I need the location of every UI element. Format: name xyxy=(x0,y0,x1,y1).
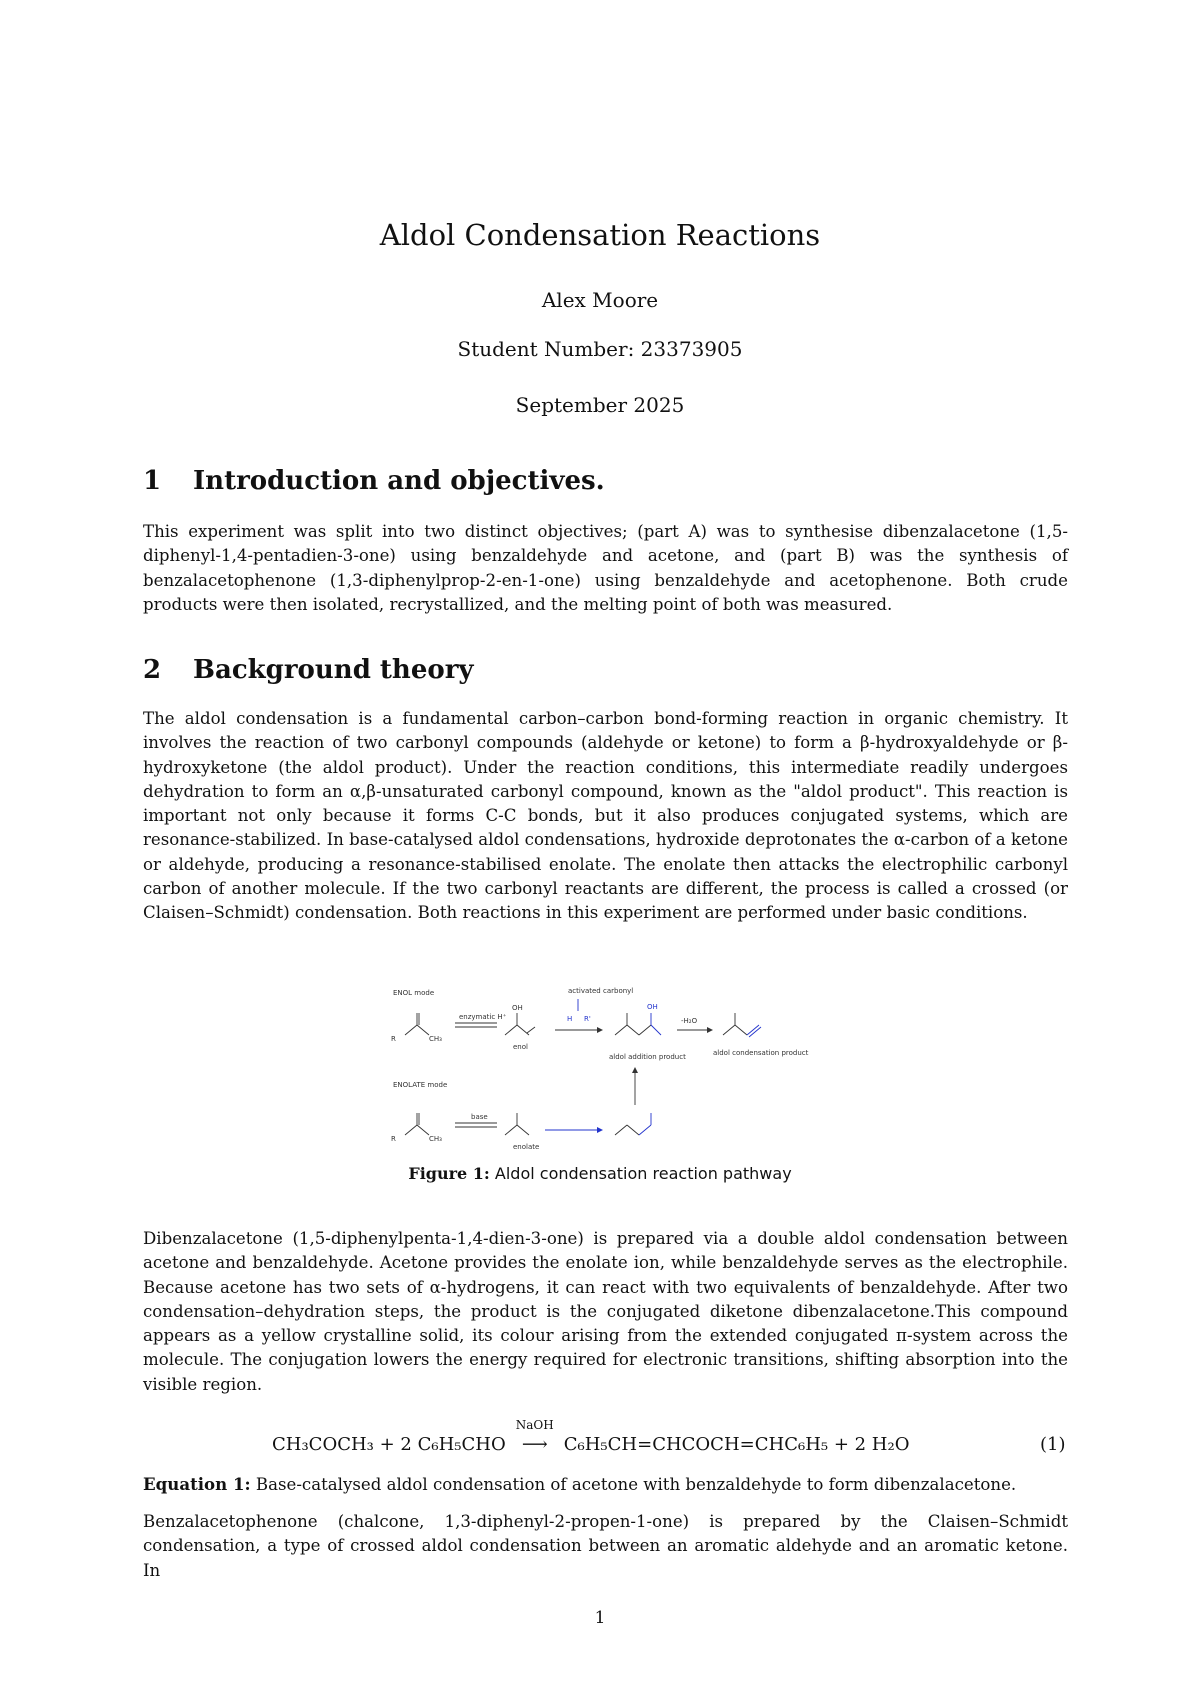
figure-label-minus-water: -H₂O xyxy=(681,1017,698,1025)
equation-number: (1) xyxy=(1040,1434,1066,1455)
background-paragraph-1: The aldol condensation is a fundamental carbon–carbon bond-forming reaction in organic chemistry. It involves the reaction of two carbonyl compounds (aldehyde or ketone) to form a β-hydroxyaldehyde or β-hydroxyketone (the aldol product). Under the reaction conditions, this intermediate readily undergoes dehydration to form an α,β-unsaturated carbonyl compound, known as the "aldol product". This reaction is important not only because it forms C-C bonds, but it also produces conjugated systems, which are resonance-stabilized. In base-catalysed aldol condensations, hydroxide deprotonates the α-carbon of a ketone or aldehyde, producing a resonance-stabilised enolate. The enolate then attacks the electrophilic carbonyl carbon of another molecule. If the two carbonyl reactants are different, the process is called a crossed (or Claisen–Schmidt) condensation. Both reactions in this experiment are performed under basic conditions. xyxy=(143,709,1068,923)
equation-caption-label: Equation 1: xyxy=(143,1474,251,1494)
svg-text:CH₃: CH₃ xyxy=(429,1035,442,1043)
section-number: 1 xyxy=(143,466,162,496)
figure-caption-label: Figure 1: xyxy=(408,1164,490,1183)
section-title: Introduction and objectives. xyxy=(193,466,605,496)
student-number: Student Number: 23373905 xyxy=(457,337,743,361)
section-number: 2 xyxy=(143,655,162,685)
svg-text:H: H xyxy=(567,1015,573,1023)
equation-products: C₆H₅CH=CHCOCH=CHC₆H₅ + 2 H₂O xyxy=(563,1434,910,1455)
equation-reactants: CH₃COCH₃ + 2 C₆H₅CHO xyxy=(272,1434,506,1455)
figure-label-carbonyl: activated carbonyl xyxy=(568,987,634,995)
author-name: Alex Moore xyxy=(541,288,659,312)
figure-label-aldol-addition: aldol addition product xyxy=(609,1053,686,1061)
figure-caption-text: Aldol condensation reaction pathway xyxy=(494,1164,792,1183)
aldol-condensation-structure xyxy=(723,1013,761,1037)
svg-text:OH: OH xyxy=(512,1004,523,1012)
background-paragraph-2: Dibenzalacetone (1,5-diphenylpenta-1,4-dien-3-one) is prepared via a double aldol condensation between acetone and benzaldehyde. Acetone provides the enolate ion, while benzaldehyde serves as the electrophile. Because acetone has two sets of α-hydrogens, it can react with two equivalents of benzaldehyde. After two condensation–dehydration steps, the product is the conjugated diketone dibenzalacetone.This compound appears as a yellow crystalline solid, its colour arising from the extended conjugated π-system across the molecule. The conjugation lowers the energy required for electronic transitions, shifting absorption into the visible region. xyxy=(143,1229,1068,1394)
aldol-addition-structure xyxy=(615,1013,661,1035)
equation-1 xyxy=(272,1418,910,1455)
section-heading-background xyxy=(143,655,474,685)
enol-structure xyxy=(505,1013,535,1035)
reaction-arrow: NaOH ⟶ xyxy=(506,1434,564,1455)
enolate-structure xyxy=(505,1113,529,1135)
ketone-structure xyxy=(405,1013,429,1035)
introduction-paragraph: This experiment was split into two distinct objectives; (part A) was to synthesise dibenzalacetone (1,5-diphenyl-1,4-pentadien-3-one) using benzaldehyde and acetone, and (part B) was the synthesis of benzalacetophenone (1,3-diphenylprop-2-en-1-one) using benzaldehyde and acetophenone. Both crude products were then isolated, recrystallized, and the melting point of both was measured. xyxy=(143,522,1068,614)
section-title: Background theory xyxy=(193,655,474,685)
document-title: Aldol Condensation Reactions xyxy=(379,218,821,252)
equation-condition: NaOH xyxy=(515,1418,554,1432)
section-heading-introduction xyxy=(143,466,605,496)
svg-text:R: R xyxy=(391,1035,396,1043)
equation-caption-text: Base-catalysed aldol condensation of acetone with benzaldehyde to form dibenzalacetone. xyxy=(255,1475,1017,1494)
document-date: September 2025 xyxy=(515,393,685,417)
figure-label-aldol-condensation: aldol condensation product xyxy=(713,1049,809,1057)
figure-label-enolate-mode: ENOLATE mode xyxy=(393,1081,448,1089)
svg-text:OH: OH xyxy=(647,1003,658,1011)
aldol-addition-structure-bottom xyxy=(615,1113,651,1135)
figure-label-enol: enol xyxy=(513,1043,528,1051)
svg-text:R': R' xyxy=(584,1015,591,1023)
aldol-pathway-figure xyxy=(385,975,825,1175)
background-paragraph-3: Benzalacetophenone (chalcone, 1,3-diphenyl-2-propen-1-one) is prepared by the Claisen–Schmidt condensation, a type of crossed aldol condensation between an aromatic aldehyde and an aromatic ketone. In xyxy=(143,1512,1068,1580)
activated-carbonyl xyxy=(567,987,633,1023)
figure-label-enzymatic: enzymatic H⁺ xyxy=(459,1013,507,1021)
figure-label-enolate: enolate xyxy=(513,1143,540,1151)
figure-label-base: base xyxy=(471,1113,488,1121)
figure-label-enol-mode: ENOL mode xyxy=(393,989,435,997)
figure-caption xyxy=(0,1164,1200,1183)
svg-text:CH₃: CH₃ xyxy=(429,1135,442,1143)
equation-caption xyxy=(143,1474,1068,1494)
page-number: 1 xyxy=(594,1608,606,1628)
svg-text:R: R xyxy=(391,1135,396,1143)
ketone-structure-bottom xyxy=(405,1113,429,1135)
